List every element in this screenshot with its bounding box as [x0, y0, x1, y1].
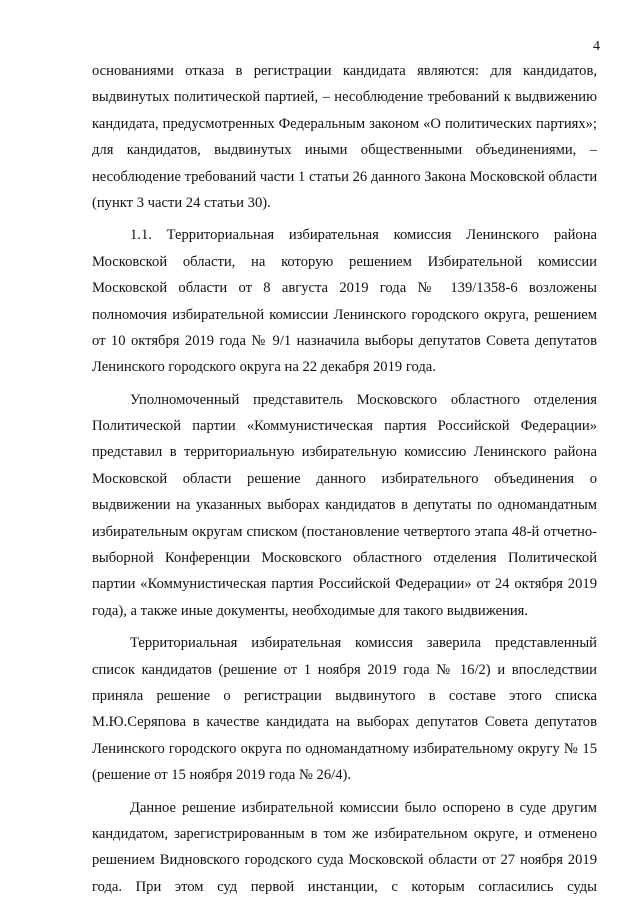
text-line: Ленинского городского округа на 22 декабря 2019 года. — [92, 359, 436, 376]
text-line: Данное решение избирательной комиссии было оспорено в суде другим — [130, 799, 597, 816]
text-line: Московской области решение данного избирательного объединения о — [92, 470, 597, 487]
text-line: (решение от 15 ноября 2019 года № 26/4). — [92, 767, 352, 784]
text-line: от 10 октября 2019 года № 9/1 назначила выборы депутатов Совета депутатов — [92, 332, 597, 349]
text-line: выборной Конференции Московского областного отделения Политической — [92, 550, 597, 567]
text-line: список кандидатов (решение от 1 ноября 2019 года № 16/2) и впоследствии — [92, 661, 597, 678]
text-line: для кандидатов, выдвинутых иными общественными объединениями, – — [92, 142, 597, 159]
text-line: Ленинского городского округа по одномандатному избирательному округу № 15 — [92, 740, 597, 757]
text-line: 1.1. Территориальная избирательная комиссия Ленинского района — [130, 227, 597, 244]
text-line: М.Ю.Серяпова в качестве кандидата на выборах депутатов Совета депутатов — [92, 714, 597, 731]
text-line: несоблюдение требований части 1 статьи 26 данного Закона Московской области — [92, 168, 597, 185]
text-line: полномочия избирательной комиссии Ленинского городского округа, решением — [92, 306, 597, 323]
text-line: Уполномоченный представитель Московского областного отделения — [130, 391, 597, 408]
paragraph-4 — [92, 630, 597, 788]
text-line: выдвинутых политической партией, – несоблюдение требований к выдвижению — [92, 89, 597, 106]
text-line: решением Видновского городского суда Московской области от 27 ноября 2019 — [92, 852, 597, 869]
text-line: года), а также иные документы, необходимые для такого выдвижения. — [92, 602, 529, 619]
text-line: избирательным округам списком (постановление четвертого этапа 48-й отчетно- — [92, 523, 597, 540]
text-line: года. При этом суд первой инстанции, с которым согласились суды — [92, 878, 597, 895]
paragraph-3 — [92, 387, 597, 625]
text-line: (пункт 3 части 24 статьи 30). — [92, 194, 271, 211]
text-line: Политической партии «Коммунистическая партия Российской Федерации» — [92, 418, 597, 435]
text-line: Московской области от 8 августа 2019 года № 139/1358-6 возложены — [92, 280, 597, 297]
text-line: основаниями отказа в регистрации кандидата являются: для кандидатов, — [92, 63, 597, 79]
page-number: 4 — [593, 39, 600, 54]
text-line: Территориальная избирательная комиссия заверила представленный — [130, 635, 597, 652]
paragraph-2 — [92, 222, 597, 380]
text-line: партии «Коммунистическая партия Российской Федерации» от 24 октября 2019 — [92, 576, 597, 593]
paragraph-5 — [92, 795, 597, 901]
text-line: кандидата, предусмотренных Федеральным законом «О политических партиях»; — [92, 115, 597, 132]
text-line: кандидатом, зарегистрированным в том же избирательном округе, и отменено — [92, 825, 597, 842]
text-line: выдвижении на указанных выборах кандидатов в депутаты по одномандатным — [92, 497, 597, 514]
paragraph-1 — [92, 58, 597, 216]
text-line: Московской области, на которую решением Избирательной комиссии — [92, 253, 597, 270]
text-line: представил в территориальную избирательную комиссию Ленинского района — [92, 444, 597, 461]
text-line: приняла решение о регистрации выдвинутого в составе этого списка — [92, 687, 597, 704]
document-body — [92, 58, 597, 900]
